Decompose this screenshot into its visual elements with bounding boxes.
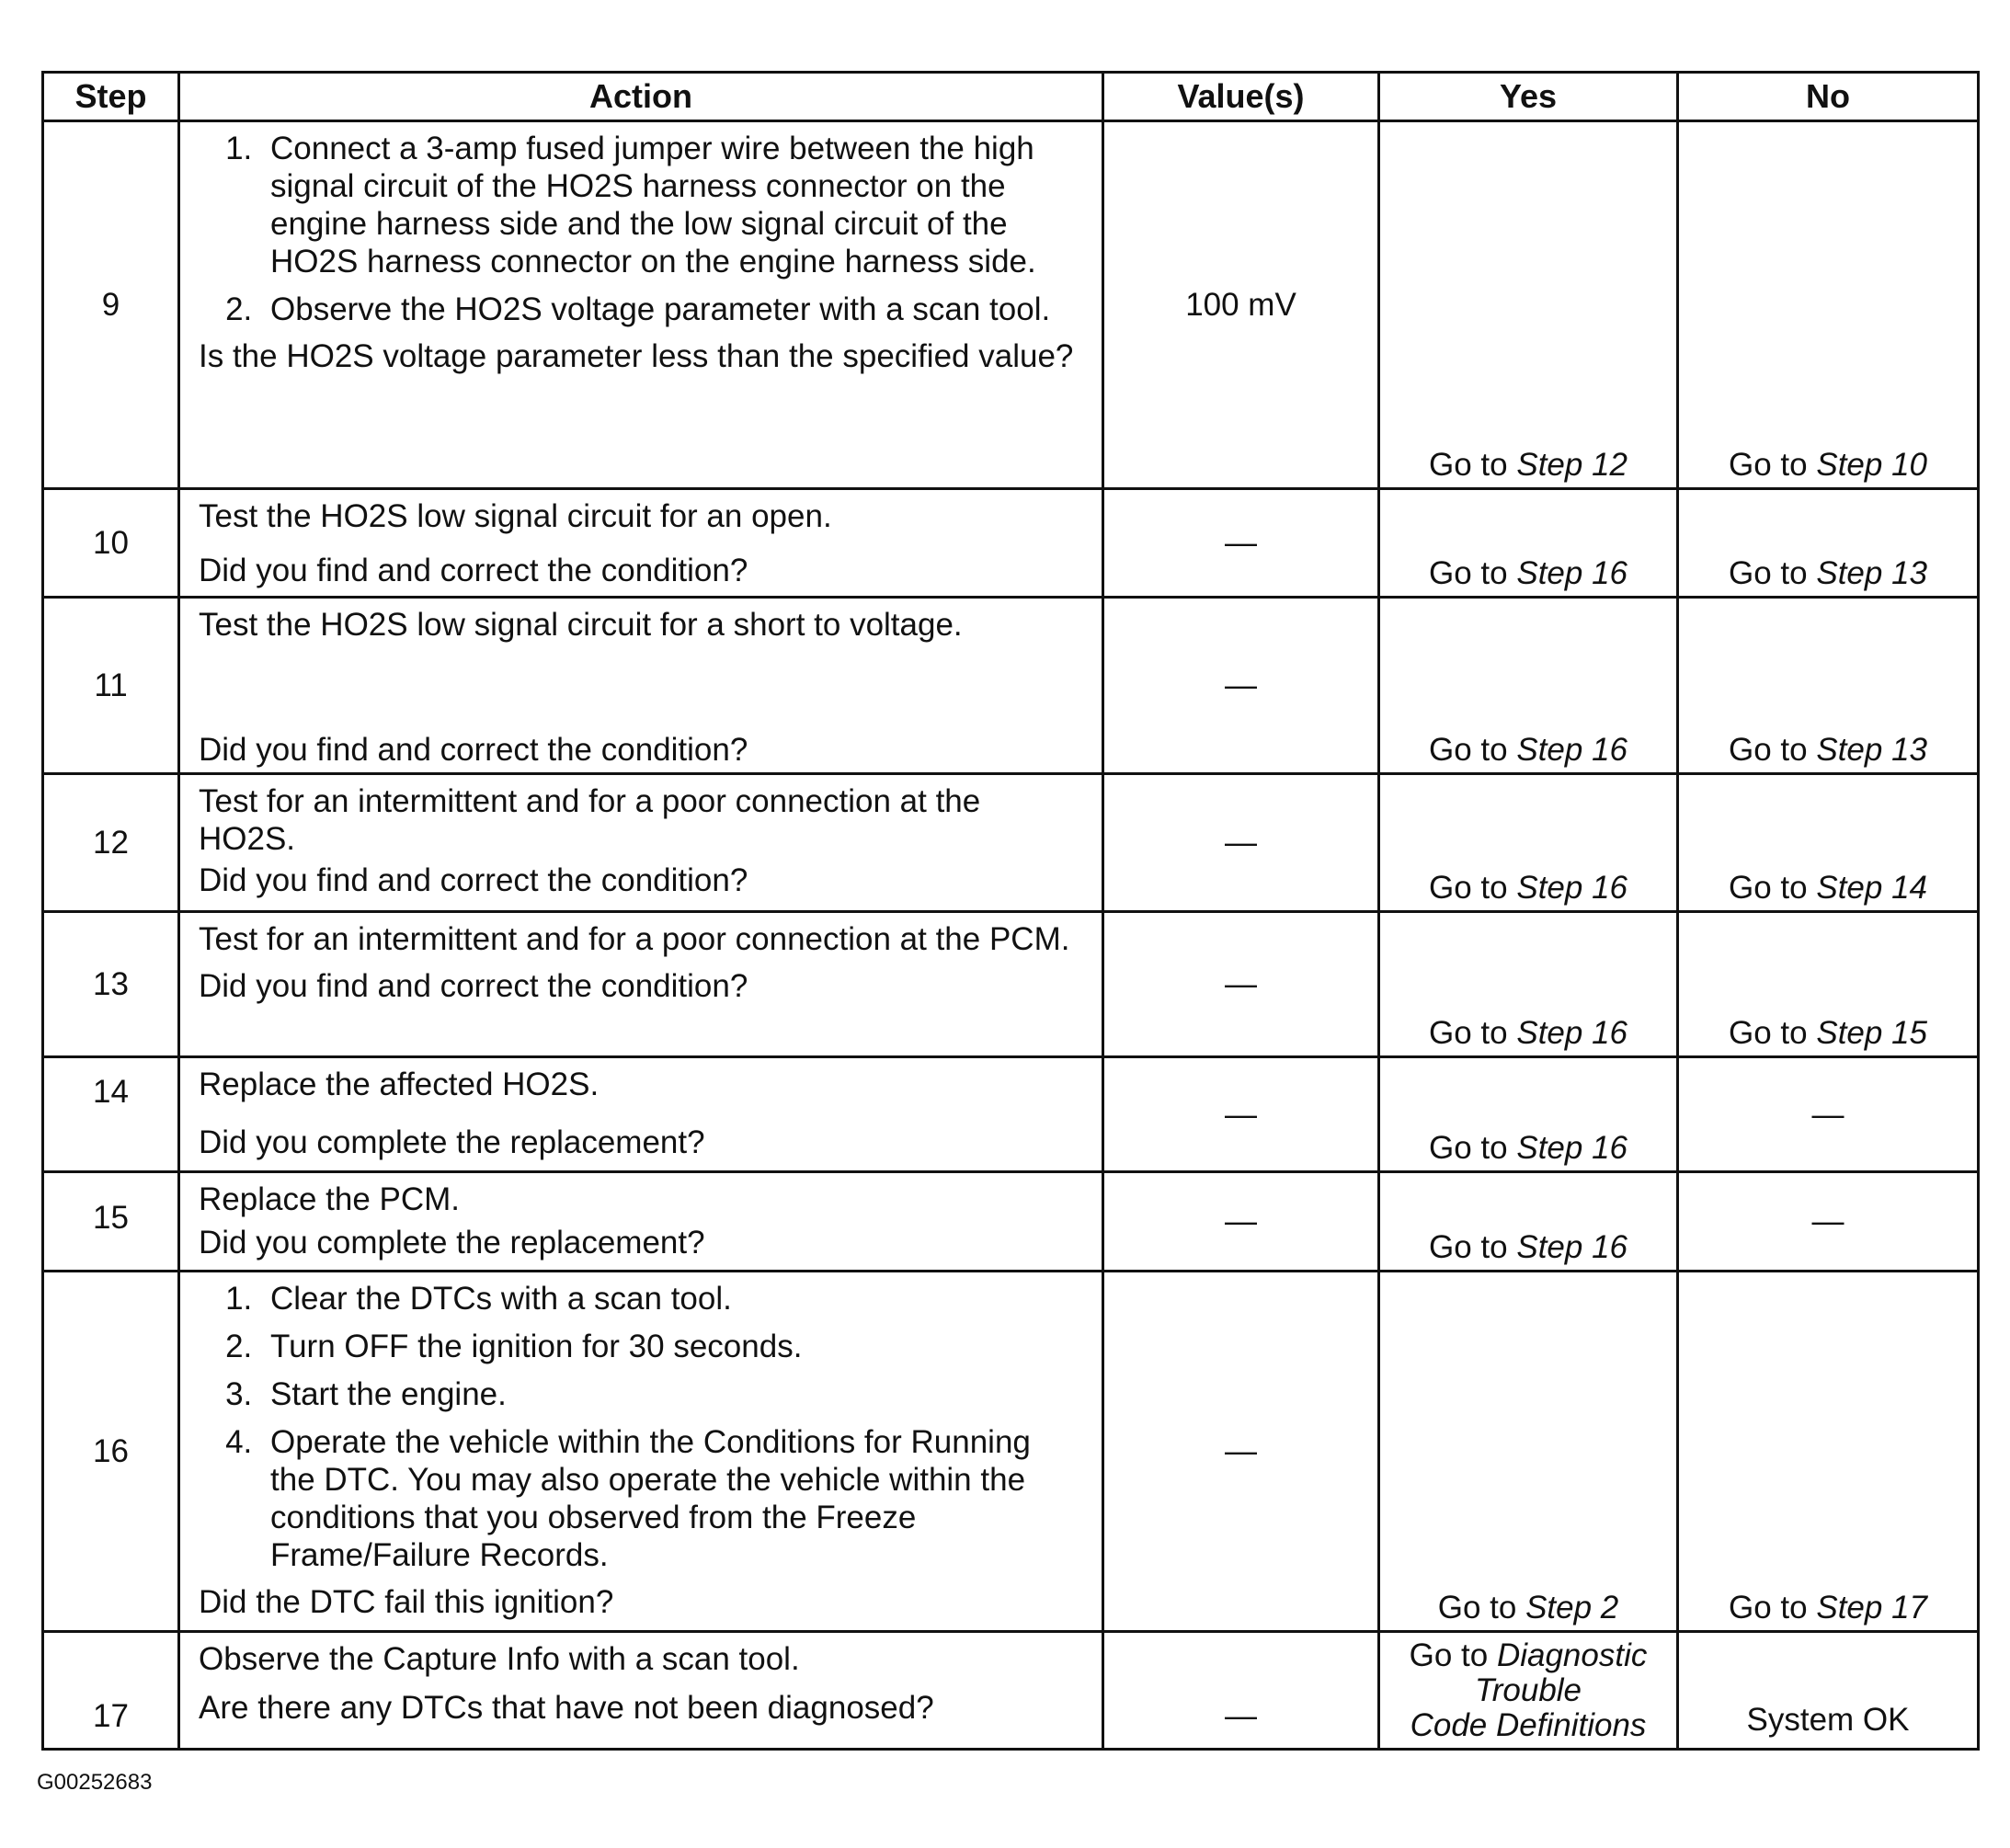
header-step: Step — [43, 73, 179, 121]
action-text: Test the HO2S low signal circuit for a short to voltage. — [199, 607, 963, 643]
step-link[interactable]: Step 16 — [1516, 555, 1627, 591]
yes-cell — [1379, 912, 1678, 1057]
action-cell — [179, 1272, 1103, 1632]
yes-cell — [1379, 1632, 1678, 1750]
step-link[interactable]: Step 16 — [1516, 870, 1627, 906]
step-number: 14 — [43, 1057, 179, 1172]
link-diagnostic[interactable]: Diagnostic — [1496, 1637, 1648, 1673]
list-item: 1. Clear the DTCs with a scan tool. — [261, 1280, 1083, 1318]
question-text: Did you find and correct the condition? — [199, 968, 748, 1004]
no-cell — [1678, 489, 1979, 598]
goto-label: Go to — [1729, 732, 1808, 768]
action-cell — [179, 1057, 1103, 1172]
header-action: Action — [179, 73, 1103, 121]
goto-label: Go to — [1729, 1015, 1808, 1051]
action-text: Test for an intermittent and for a poor connection at the HO2S. — [199, 783, 981, 857]
question-text: Did you complete the replacement? — [199, 1225, 705, 1261]
step-number: 16 — [43, 1272, 179, 1632]
no-cell — [1678, 1632, 1979, 1750]
yes-cell — [1379, 1272, 1678, 1632]
table-row — [43, 598, 1979, 774]
step-number: 10 — [43, 489, 179, 598]
goto-label: Go to — [1429, 447, 1508, 483]
goto-label: Go to — [1729, 870, 1808, 906]
table-row — [43, 121, 1979, 489]
step-link[interactable]: Step 16 — [1516, 1229, 1627, 1265]
link-trouble[interactable]: Trouble — [1474, 1671, 1582, 1708]
no-cell — [1678, 598, 1979, 774]
goto-label: Go to — [1437, 1590, 1517, 1626]
action-cell — [179, 598, 1103, 774]
goto-label: Go to — [1729, 1590, 1808, 1626]
question-text: Did you find and correct the condition? — [199, 553, 748, 588]
step-number: 11 — [43, 598, 179, 774]
no-cell — [1678, 912, 1979, 1057]
yes-cell — [1379, 774, 1678, 912]
question-text: Did you find and correct the condition? — [199, 732, 748, 768]
step-link[interactable]: Step 13 — [1816, 732, 1927, 768]
table-row — [43, 1632, 1979, 1750]
goto-label: Go to — [1729, 555, 1808, 591]
goto-label: Go to — [1429, 1229, 1508, 1265]
question-text: Did you complete the replacement? — [199, 1124, 705, 1160]
question-text: Did the DTC fail this ignition? — [199, 1584, 614, 1620]
table-row — [43, 489, 1979, 598]
action-list — [199, 1280, 1083, 1574]
value-cell: — — [1103, 774, 1379, 912]
goto-label: Go to — [1429, 870, 1508, 906]
step-link[interactable]: Step 2 — [1525, 1590, 1619, 1626]
question-text: Are there any DTCs that have not been diagnosed? — [199, 1690, 934, 1726]
step-number: 9 — [43, 121, 179, 489]
step-link[interactable]: Step 16 — [1516, 1015, 1627, 1051]
yes-cell — [1379, 1172, 1678, 1272]
action-text: Test for an intermittent and for a poor connection at the PCM. — [199, 921, 1070, 957]
table-row — [43, 1272, 1979, 1632]
link-code-definitions[interactable]: Code Definitions — [1410, 1706, 1647, 1743]
value-cell: — — [1103, 1272, 1379, 1632]
figure-id: G00252683 — [37, 1770, 153, 1795]
action-cell — [179, 1172, 1103, 1272]
value-cell: — — [1103, 598, 1379, 774]
header-values: Value(s) — [1103, 73, 1379, 121]
step-number: 17 — [43, 1632, 179, 1750]
value-cell: — — [1103, 1172, 1379, 1272]
value-cell: 100 mV — [1103, 121, 1379, 489]
step-link[interactable]: Step 12 — [1516, 447, 1627, 483]
value-cell: — — [1103, 912, 1379, 1057]
goto-label: Go to — [1409, 1637, 1489, 1673]
action-cell — [179, 774, 1103, 912]
value-cell: — — [1103, 1632, 1379, 1750]
value-cell: — — [1103, 489, 1379, 598]
action-cell — [179, 912, 1103, 1057]
table-row — [43, 1172, 1979, 1272]
action-cell — [179, 489, 1103, 598]
list-item: 2. Turn OFF the ignition for 30 seconds. — [261, 1328, 1083, 1365]
action-text: Test the HO2S low signal circuit for an open. — [199, 498, 832, 534]
list-item: 1. Connect a 3-amp fused jumper wire between the high signal circuit of the HO2S harness connector on the engine harness side and the low signal circuit of the HO2S harness connector on the engine harness side. — [261, 130, 1083, 280]
action-text: Replace the affected HO2S. — [199, 1067, 600, 1102]
list-item: 2. Observe the HO2S voltage parameter with a scan tool. — [261, 291, 1083, 328]
action-list — [199, 130, 1083, 328]
table-row — [43, 1057, 1979, 1172]
goto-label: Go to — [1429, 555, 1508, 591]
step-link[interactable]: Step 17 — [1816, 1590, 1927, 1626]
no-cell: — — [1678, 1172, 1979, 1272]
no-cell: — — [1678, 1057, 1979, 1172]
action-cell — [179, 1632, 1103, 1750]
action-text: Observe the Capture Info with a scan tool. — [199, 1641, 800, 1677]
no-cell — [1678, 774, 1979, 912]
action-cell — [179, 121, 1103, 489]
value-cell: — — [1103, 1057, 1379, 1172]
table-row — [43, 912, 1979, 1057]
header-yes: Yes — [1379, 73, 1678, 121]
yes-cell — [1379, 598, 1678, 774]
goto-label: Go to — [1429, 1130, 1508, 1166]
step-link[interactable]: Step 15 — [1816, 1015, 1927, 1051]
step-link[interactable]: Step 13 — [1816, 555, 1927, 591]
diagnostic-table — [41, 71, 1980, 1751]
step-link[interactable]: Step 10 — [1816, 447, 1927, 483]
header-row — [43, 73, 1979, 121]
goto-label: Go to — [1429, 732, 1508, 768]
yes-cell — [1379, 121, 1678, 489]
system-ok-label: System OK — [1746, 1702, 1910, 1738]
header-no: No — [1678, 73, 1979, 121]
question-text: Did you find and correct the condition? — [199, 862, 748, 898]
step-link[interactable]: Step 16 — [1516, 732, 1627, 768]
action-text: Replace the PCM. — [199, 1181, 461, 1217]
table-row — [43, 774, 1979, 912]
no-cell — [1678, 1272, 1979, 1632]
yes-cell — [1379, 489, 1678, 598]
no-cell — [1678, 121, 1979, 489]
question-text: Is the HO2S voltage parameter less than the specified value? — [199, 338, 1074, 374]
step-number: 12 — [43, 774, 179, 912]
goto-label: Go to — [1729, 447, 1808, 483]
list-item: 4. Operate the vehicle within the Conditions for Running the DTC. You may also operate the vehicle within the conditions that you observed from the Freeze Frame/Failure Records. — [261, 1423, 1083, 1574]
step-number: 13 — [43, 912, 179, 1057]
goto-label: Go to — [1429, 1015, 1508, 1051]
list-item: 3. Start the engine. — [261, 1375, 1083, 1413]
step-link[interactable]: Step 14 — [1816, 870, 1927, 906]
step-number: 15 — [43, 1172, 179, 1272]
yes-cell — [1379, 1057, 1678, 1172]
step-link[interactable]: Step 16 — [1516, 1130, 1627, 1166]
